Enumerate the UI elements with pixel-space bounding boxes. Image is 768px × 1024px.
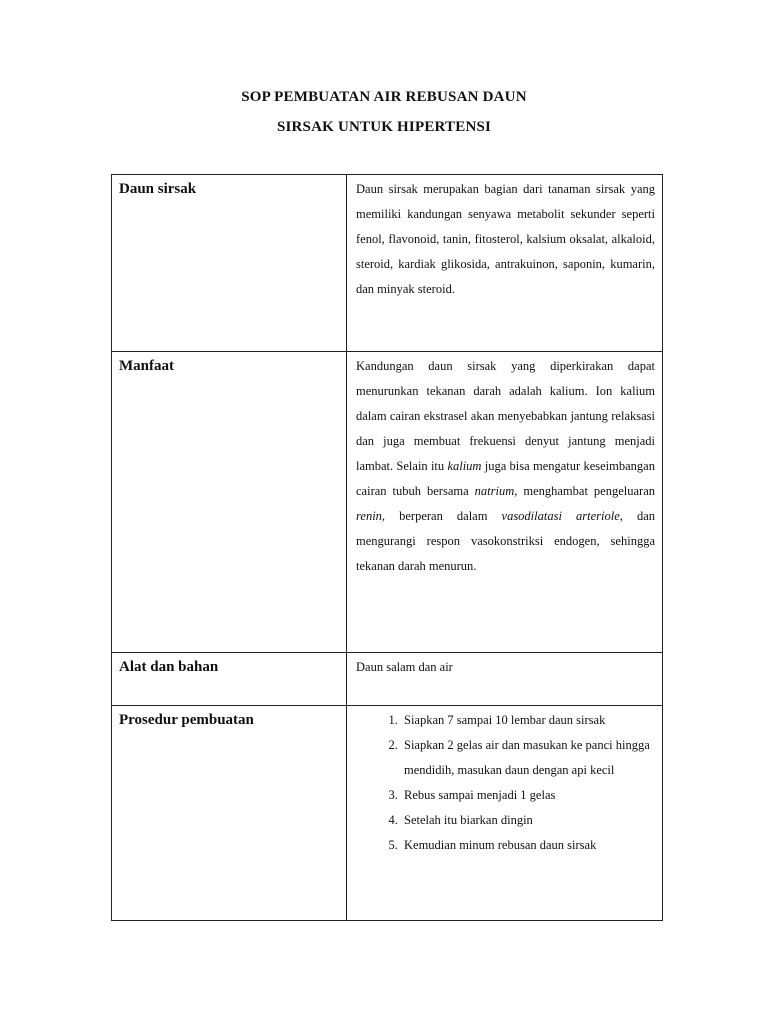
manfaat-italic-renin: renin: [356, 509, 382, 523]
procedure-step: 4. Setelah itu biarkan dingin: [401, 808, 655, 833]
manfaat-italic-vasodilatasi: vasodilatasi arteriole: [501, 509, 620, 523]
manfaat-text-2: juga bisa mengatur keseimbangan cairan tubuh bersama: [356, 459, 655, 498]
procedure-steps-list: [356, 708, 655, 858]
document-title-line-1: SOP PEMBUATAN AIR REBUSAN DAUN: [241, 89, 527, 105]
row-label-alat-dan-bahan: Alat dan bahan: [112, 653, 347, 706]
procedure-step: 5. Kemudian minum rebusan daun sirsak: [401, 833, 655, 858]
table-row: [112, 653, 663, 706]
table-row: [112, 175, 663, 352]
row-label-manfaat: Manfaat: [112, 352, 347, 653]
table-row: [112, 706, 663, 921]
row-content-prosedur-pembuatan: [347, 706, 663, 921]
sop-table: [111, 174, 663, 921]
manfaat-text-3: , menghambat pengeluaran: [514, 484, 655, 498]
row-label-prosedur-pembuatan: Prosedur pembuatan: [112, 706, 347, 921]
document-title-line-2: SIRSAK UNTUK HIPERTENSI: [276, 119, 492, 135]
procedure-step: 1. Siapkan 7 sampai 10 lembar daun sirsak: [401, 708, 655, 733]
table-row: [112, 352, 663, 653]
row-content-manfaat: [347, 352, 663, 653]
row-content-daun-sirsak: Daun sirsak merupakan bagian dari tanaman sirsak yang memiliki kandungan senyawa metabolit sekunder seperti fenol, flavonoid, tanin, fitosterol, kalsium oksalat, alkaloid, steroid, kardiak glikosida, antrakuinon, saponin, kumarin, dan minyak steroid.: [347, 175, 663, 352]
row-label-daun-sirsak: Daun sirsak: [112, 175, 347, 352]
procedure-step: 2. Siapkan 2 gelas air dan masukan ke panci hingga mendidih, masukan daun dengan api kecil: [401, 733, 655, 783]
procedure-step: 3. Rebus sampai menjadi 1 gelas: [401, 783, 655, 808]
manfaat-text-1: Kandungan daun sirsak yang diperkirakan dapat menurunkan tekanan darah adalah kalium. Ion kalium dalam cairan ekstrasel akan menyebabkan jantung relaksasi dan juga membuat frekuensi denyut jantung menjadi lambat. Selain itu: [356, 359, 655, 473]
manfaat-text-5: , dan mengurangi respon vasokonstriksi endogen, sehingga tekanan darah menurun.: [356, 509, 655, 573]
manfaat-italic-natrium: natrium: [474, 484, 515, 498]
manfaat-italic-kalium: kalium: [447, 459, 482, 473]
row-content-alat-dan-bahan: Daun salam dan air: [347, 653, 663, 706]
manfaat-text-4: , berperan dalam: [381, 509, 502, 523]
